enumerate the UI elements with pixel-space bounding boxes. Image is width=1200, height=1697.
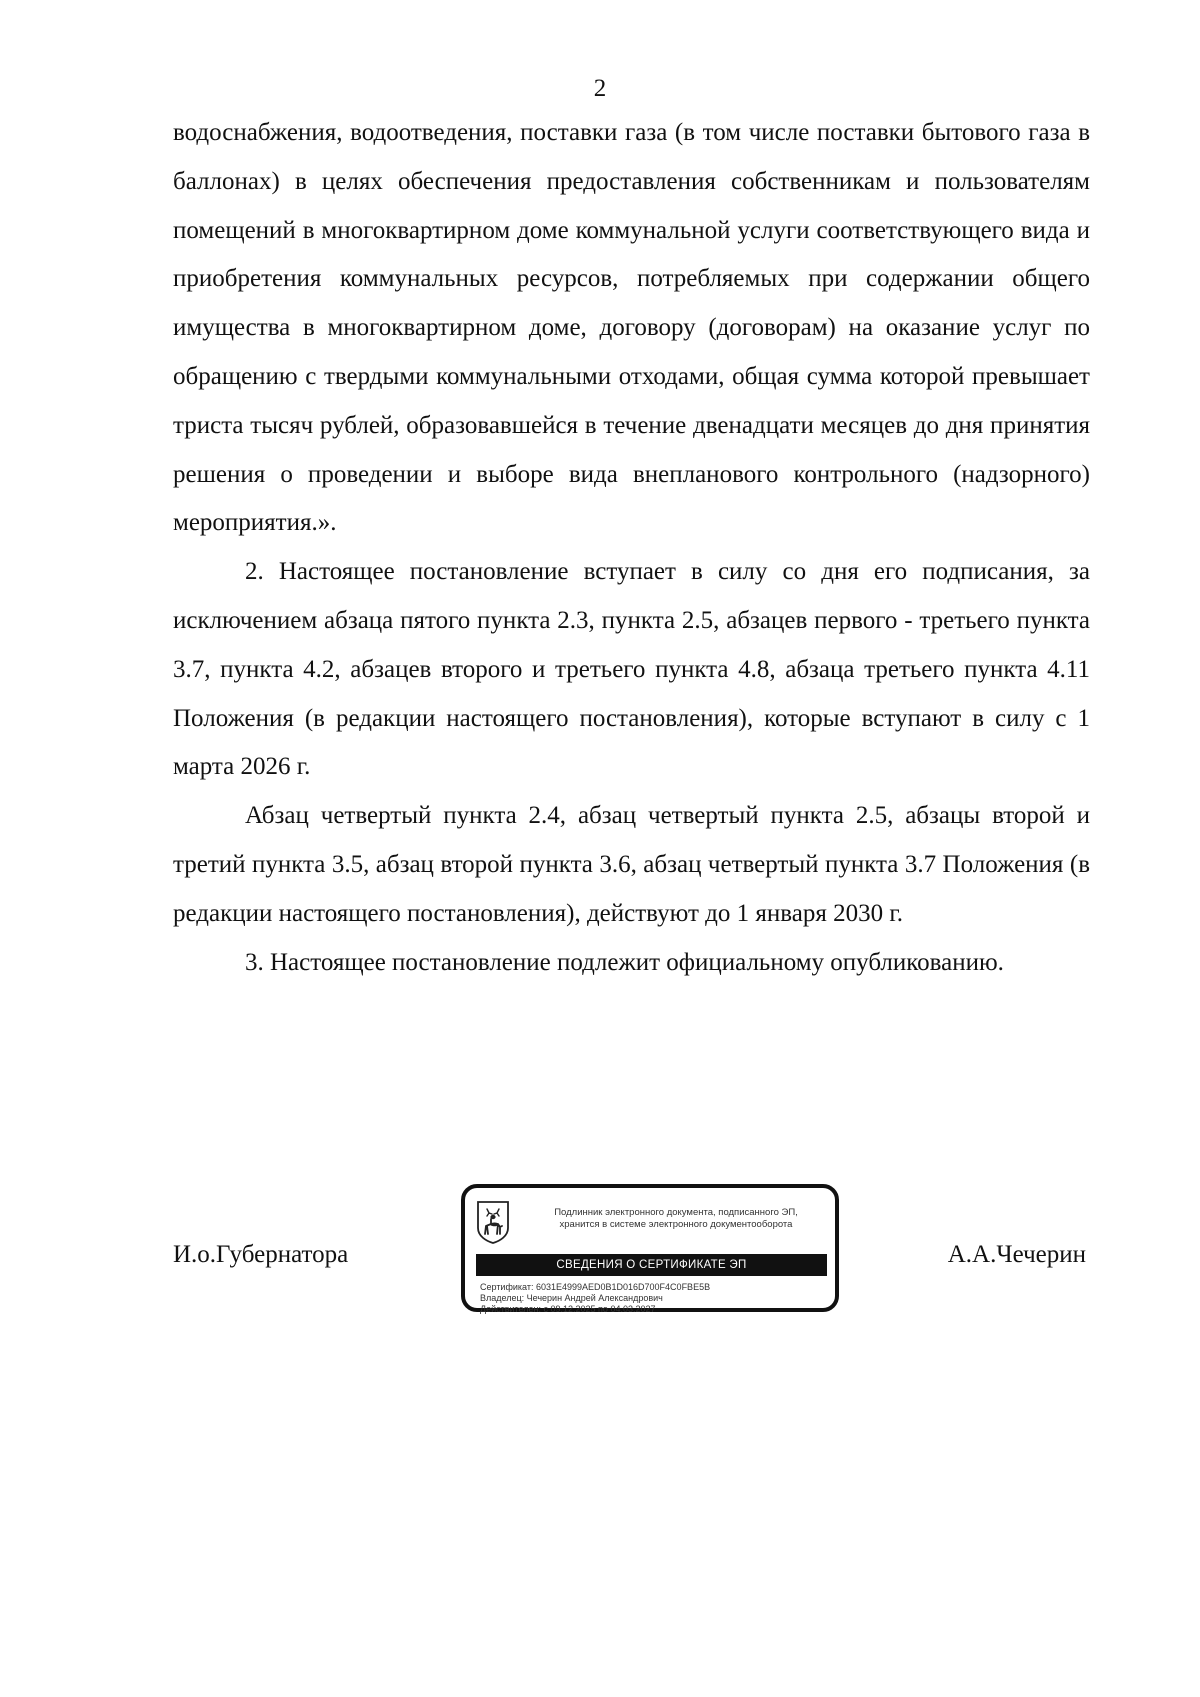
certificate-number: Сертификат: 6031E4999AED0B1D016D700F4C0FBE5B: [480, 1282, 711, 1292]
paragraph-item-3: 3. Настоящее постановление подлежит официальному опубликованию.: [245, 948, 1004, 976]
paragraph-item-2-continued: Абзац четвертый пункта 2.4, абзац четвертый пункта 2.5, абзацы второй и третий пункта 3.5, абзац второй пункта 3.6, абзац четвертый пункта 3.7 Положения (в редакции настоящего постановления), действуют до 1 января 2030 г.: [173, 802, 1090, 927]
certificate-validity: Действителен: с 09.12.2025 по 04.03.2027: [480, 1304, 656, 1315]
signatory-name: А.А.Чечерин: [947, 1241, 1086, 1268]
certificate-owner: Владелец: Чечерин Андрей Александрович: [480, 1293, 663, 1304]
deer-coat-of-arms-icon: [476, 1200, 510, 1244]
signature-block: [173, 1184, 1090, 1334]
stamp-notice: [521, 1207, 831, 1231]
signatory-title: И.о.Губернатора: [173, 1241, 349, 1268]
electronic-signature-stamp: [461, 1184, 839, 1315]
paragraph-continuation: водоснабжения, водоотведения, поставки газа (в том числе поставки бытового газа в баллонах) в целях обеспечения предоставления собственникам и пользователям помещений в многоквартирном доме коммунальной услуги соответствующего вида и приобретения коммунальных ресурсов, потребляемых при содержании общего имущества в многоквартирном доме, договору (договорам) на оказание услуг по обращению с твердыми коммунальными отходами, общая сумма которой превышает триста тысяч рублей, образовавшейся в течение двенадцати месяцев до дня принятия решения о проведении и выборе вида внепланового контрольного (надзорного) мероприятия.».: [173, 119, 1090, 537]
stamp-notice-line: Подлинник электронного документа, подписанного ЭП,: [554, 1207, 798, 1218]
certificate-details: [480, 1282, 830, 1316]
paragraph-item-2: 2. Настоящее постановление вступает в силу со дня его подписания, за исключением абзаца пятого пункта 2.3, пункта 2.5, абзацев первого - третьего пункта 3.7, пункта 4.2, абзацев второго и третьего пункта 4.8, абзаца третьего пункта 4.11 Положения (в редакции настоящего постановления), которые вступают в силу с 1 марта 2026 г.: [173, 558, 1090, 781]
stamp-header: СВЕДЕНИЯ О СЕРТИФИКАТЕ ЭП: [476, 1254, 827, 1276]
page-number: 2: [593, 75, 607, 102]
document-body: [173, 109, 1090, 987]
stamp-notice-line: хранится в системе электронного документооборота: [559, 1219, 793, 1230]
